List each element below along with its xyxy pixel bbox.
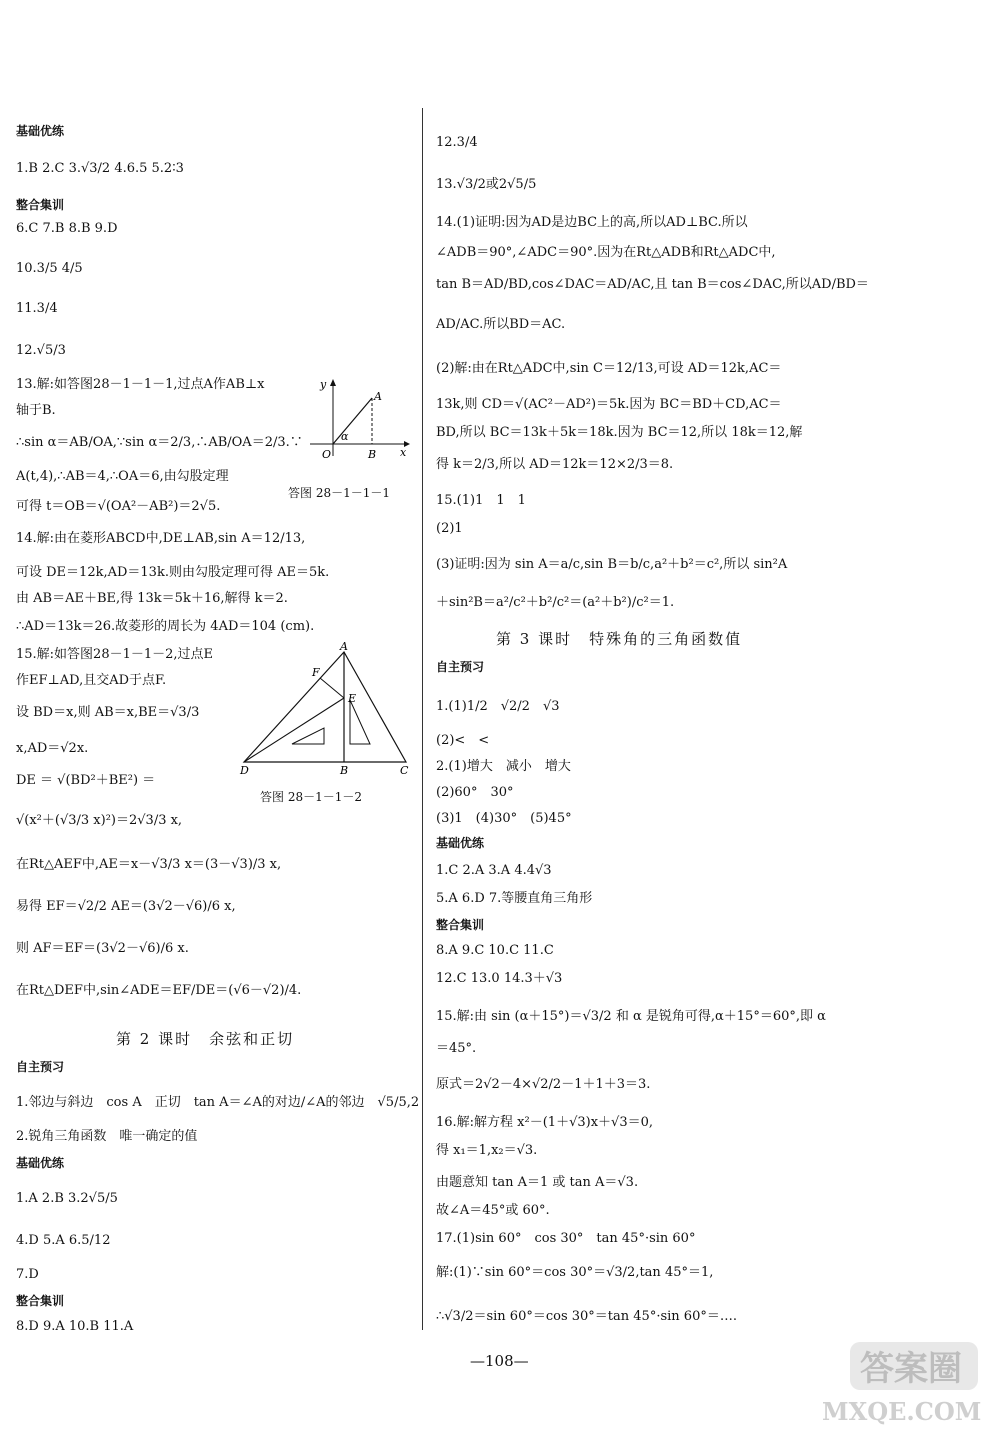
label-E: E [348, 692, 357, 705]
solution-line: tan B＝AD/BD,cos∠DAC＝AD/AC,且 tan B＝cos∠DAC,所以AD/BD＝ [436, 277, 869, 292]
answer-line: 10.3/5 4/5 [16, 261, 83, 276]
section-heading: 自主预习 [436, 660, 485, 674]
solution-line: 由题意知 tan A＝1 或 tan A＝√3. [436, 1175, 639, 1190]
solution-line: BD,所以 BC＝13k＋5k＝18k.因为 BC＝12,所以 18k＝12,解 [436, 425, 803, 440]
label-A: A [374, 390, 382, 403]
label-B: B [368, 448, 377, 461]
section-heading: 整合集训 [16, 198, 65, 212]
label-D: D [240, 764, 249, 776]
solution-line: 13.解:如答图28－1－1－1,过点A作AB⊥x [16, 377, 265, 392]
solution-line: ＋sin²B＝a²/c²＋b²/c²＝(a²＋b²)/c²＝1. [436, 595, 675, 610]
solution-line: ＝45°. [436, 1041, 477, 1056]
label-F: F [312, 666, 320, 679]
inner-triangle-1 [292, 728, 324, 744]
answer-line: 8.D 9.A 10.B 11.A [16, 1319, 134, 1334]
solution-line: ∴√3/2＝sin 60°＝cos 30°＝tan 45°·sin 60°＝…. [436, 1309, 737, 1324]
section-heading: 整合集训 [436, 918, 485, 932]
label-y: y [320, 378, 327, 391]
answer-line: 8.A 9.C 10.C 11.C [436, 943, 554, 958]
lesson-title: 第 3 课时 特殊角的三角函数值 [496, 630, 743, 648]
watermark-bottom-text: MXQE.COM [822, 1397, 982, 1425]
section-heading: 整合集训 [16, 1294, 65, 1308]
solution-line: AD/AC.所以BD＝AC. [436, 317, 566, 332]
answer-line: 1.C 2.A 3.A 4.4√3 [436, 863, 552, 878]
label-alpha: α [341, 430, 349, 443]
solution-line: 可设 DE＝12k,AD＝13k.则由勾股定理可得 AE＝5k. [16, 565, 330, 580]
solution-line: ∴AD＝13k＝26.故菱形的周长为 4AD＝104 (cm). [16, 619, 315, 634]
segment-OA [333, 398, 372, 444]
answer-line: (2)< < [436, 733, 490, 748]
solution-line: 15.解:由 sin (α＋15°)＝√3/2 和 α 是锐角可得,α＋15°＝60°,即 α [436, 1009, 826, 1024]
solution-line: ∠ADB＝90°,∠ADC＝90°.因为在Rt△ADB和Rt△ADC中, [436, 245, 776, 260]
solution-line: 得 x₁＝1,x₂＝√3. [436, 1143, 538, 1158]
answer-line: 2.(1)增大 减小 增大 [436, 759, 571, 774]
solution-line: x,AD＝√2x. [16, 741, 89, 756]
solution-line: 设 BD＝x,则 AB＝x,BE＝√3/3 [16, 705, 200, 720]
solution-line: (3)证明:因为 sin A＝a/c,sin B＝b/c,a²＋b²＝c²,所以 sin²A [436, 557, 788, 572]
segment-EF [320, 678, 344, 698]
watermark-top-text: 答案圈 [860, 1349, 962, 1389]
watermark-logo [820, 1340, 990, 1425]
solution-line: ∴sin α＝AB/OA,∵sin α＝2/3,∴AB/OA＝2/3.∵ [16, 435, 303, 450]
label-O: O [322, 448, 332, 461]
inner-triangle-2 [350, 700, 370, 744]
column-divider [422, 108, 423, 1330]
solution-line: 轴于B. [16, 403, 56, 418]
solution-line: 得 k＝2/3,所以 AD＝12k＝12×2/3＝8. [436, 457, 674, 472]
solution-line: 15.解:如答图28－1－1－2,过点E [16, 647, 214, 662]
solution-line: 在Rt△DEF中,sin∠ADE＝EF/DE＝(√6－√2)/4. [16, 983, 302, 998]
answer-line: 1.B 2.C 3.√3/2 4.6.5 5.2∶3 [16, 161, 184, 176]
solution-line: (2)解:由在Rt△ADC中,sin C＝12/13,可设 AD＝12k,AC＝ [436, 361, 782, 376]
solution-line: 在Rt△AEF中,AE＝x－√3/3 x＝(3－√3)/3 x, [16, 857, 282, 872]
solution-line: DE ＝ √(BD²＋BE²) ＝ [16, 773, 156, 788]
triangle-ADC [244, 652, 406, 762]
label-x: x [400, 446, 407, 459]
label-C: C [400, 764, 409, 776]
answer-line: 12.√5/3 [16, 343, 66, 358]
answer-line: (3)1 (4)30° (5)45° [436, 811, 572, 826]
solution-line: 由 AB＝AE＋BE,得 13k＝5k＋16,解得 k＝2. [16, 591, 288, 606]
solution-line: √(x²＋(√3/3 x)²)＝2√3/3 x, [16, 813, 183, 828]
solution-line: 原式＝2√2－4×√2/2－1＋1＋3＝3. [436, 1077, 651, 1092]
section-heading: 自主预习 [16, 1060, 65, 1074]
solution-line: (2)1 [436, 521, 463, 536]
answer-line: 5.A 6.D 7.等腰直角三角形 [436, 891, 593, 906]
answer-line: 4.D 5.A 6.5/12 [16, 1233, 111, 1248]
answer-line: 12.C 13.0 14.3＋√3 [436, 971, 563, 986]
solution-line: 15.(1)1 1 1 [436, 493, 526, 508]
figure-caption: 答图 28－1－1－2 [260, 790, 362, 804]
label-B: B [340, 764, 349, 776]
answer-line: 2.锐角三角函数 唯一确定的值 [16, 1129, 198, 1144]
answer-line: (2)60° 30° [436, 785, 514, 800]
answer-line: 1.(1)1/2 √2/2 √3 [436, 699, 560, 714]
solution-line: 14.(1)证明:因为AD是边BC上的高,所以AD⊥BC.所以 [436, 215, 748, 230]
solution-line: A(t,4),∴AB＝4,∴OA＝6,由勾股定理 [16, 469, 229, 484]
figure-28-1-1-2 [236, 640, 412, 776]
solution-line: 作EF⊥AD,且交AD于点F. [16, 673, 167, 688]
section-heading: 基础优练 [436, 836, 485, 850]
page-number: —108— [470, 1352, 529, 1370]
y-axis-arrow-icon [330, 379, 336, 386]
solution-line: 17.(1)sin 60° cos 30° tan 45°·sin 60° [436, 1231, 696, 1246]
answer-line: 13.√3/2或2√5/5 [436, 177, 537, 192]
answer-line: 11.3/4 [16, 301, 58, 316]
solution-line: 则 AF＝EF＝(3√2－√6)/6 x. [16, 941, 189, 956]
answer-line: 12.3/4 [436, 135, 478, 150]
section-heading: 基础优练 [16, 124, 65, 138]
figure-28-1-1-1 [300, 376, 412, 464]
section-heading: 基础优练 [16, 1156, 65, 1170]
label-A: A [340, 640, 348, 653]
lesson-title: 第 2 课时 余弦和正切 [116, 1030, 295, 1048]
answer-line: 7.D [16, 1267, 39, 1282]
solution-line: 可得 t＝OB＝√(OA²－AB²)＝2√5. [16, 499, 221, 514]
answer-line: 6.C 7.B 8.B 9.D [16, 221, 118, 236]
solution-line: 13k,则 CD＝√(AC²－AD²)＝5k.因为 BC＝BD＋CD,AC＝ [436, 397, 782, 412]
solution-line: 解:(1)∵sin 60°＝cos 30°＝√3/2,tan 45°＝1, [436, 1265, 714, 1280]
solution-line: 16.解:解方程 x²－(1＋√3)x＋√3＝0, [436, 1115, 653, 1130]
figure-caption: 答图 28－1－1－1 [288, 486, 390, 500]
answer-line: 1.A 2.B 3.2√5/5 [16, 1191, 118, 1206]
solution-line: 易得 EF＝√2/2 AE＝(3√2－√6)/6 x, [16, 899, 236, 914]
solution-line: 故∠A＝45°或 60°. [436, 1203, 550, 1218]
solution-line: 14.解:由在菱形ABCD中,DE⊥AB,sin A＝12/13, [16, 531, 306, 546]
answer-line: 1.邻边与斜边 cos A 正切 tan A＝∠A的对边/∠A的邻边 √5/5,2 [16, 1095, 420, 1110]
